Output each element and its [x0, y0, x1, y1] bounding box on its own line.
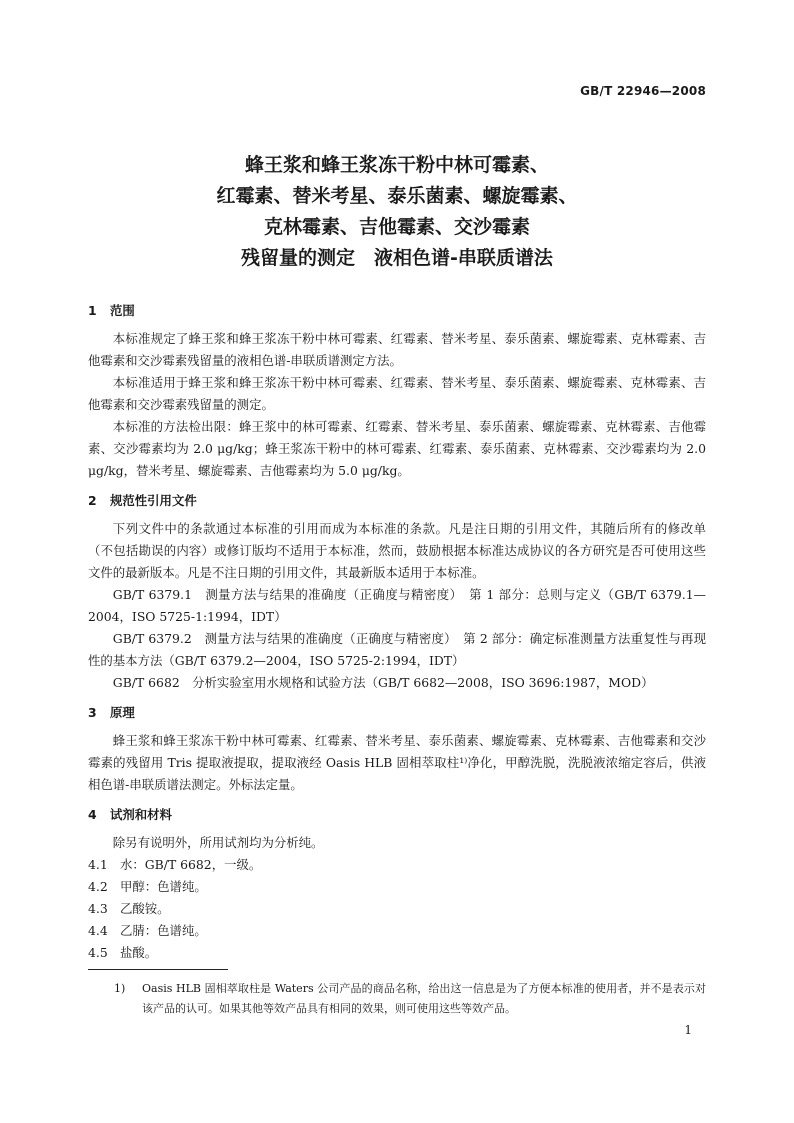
reference-entry: GB/T 6682 分析实验室用水规格和试验方法（GB/T 6682—2008，ISO 3696:1987，MOD）	[112, 675, 654, 690]
list-item	[88, 920, 706, 942]
document-title	[0, 150, 794, 274]
item-text: 甲醇：色谱纯。	[120, 879, 207, 894]
item-text: 水：GB/T 6682，一级。	[120, 857, 262, 872]
list-item	[88, 898, 706, 920]
paragraph: 本标准的方法检出限：蜂王浆中的林可霉素、红霉素、替米考星、泰乐菌素、螺旋霉素、克林霉素、吉他霉素、交沙霉素均为 2.0 μg/kg；蜂王浆冻干粉中的林可霉素、红霉素、泰乐菌素、克林霉素、交沙霉素均为 2.0 μg/kg，替米考星、螺旋霉素、吉他霉素均为 5.0 μg/kg。	[88, 419, 706, 478]
section-title: 试剂和材料	[110, 807, 172, 822]
section-heading-reagents	[88, 804, 706, 826]
page-number: 1	[684, 1023, 692, 1037]
item-text: 乙酸铵。	[120, 901, 170, 916]
section-heading-scope	[88, 300, 706, 322]
list-item	[88, 942, 706, 964]
section-number: 2	[88, 493, 97, 508]
section-number: 4	[88, 807, 97, 822]
standard-code: GB/T 22946—2008	[580, 84, 706, 98]
list-item	[88, 876, 706, 898]
paragraph: 蜂王浆和蜂王浆冻干粉中林可霉素、红霉素、替米考星、泰乐菌素、螺旋霉素、克林霉素、吉他霉素和交沙霉素的残留用 Tris 提取液提取，提取液经 Oasis HLB 固相萃取柱¹⁾净化，甲醇洗脱，洗脱液浓缩定容后，供液相色谱-串联质谱法测定。外标法定量。	[88, 733, 706, 792]
section-title: 规范性引用文件	[110, 493, 197, 508]
item-number: 4.1	[88, 857, 108, 872]
section-heading-normative-references	[88, 490, 706, 512]
item-number: 4.4	[88, 923, 108, 938]
reference-entry: GB/T 6379.2 测量方法与结果的准确度（正确度与精密度） 第 2 部分：确定标准测量方法重复性与再现性的基本方法（GB/T 6379.2—2004，ISO 5725-2:1994，IDT）	[88, 631, 706, 668]
paragraph: 下列文件中的条款通过本标准的引用而成为本标准的条款。凡是注日期的引用文件，其随后所有的修改单（不包括勘误的内容）或修订版均不适用于本标准，然而，鼓励根据本标准达成协议的各方研究是否可使用这些文件的最新版本。凡是不注日期的引用文件，其最新版本适用于本标准。	[88, 521, 706, 580]
section-heading-principle	[88, 702, 706, 724]
section-title: 原理	[110, 705, 135, 720]
list-item	[88, 854, 706, 876]
section-number: 1	[88, 303, 97, 318]
paragraph: 本标准规定了蜂王浆和蜂王浆冻干粉中林可霉素、红霉素、替米考星、泰乐菌素、螺旋霉素、克林霉素、吉他霉素和交沙霉素残留量的液相色谱-串联质谱测定方法。	[88, 331, 706, 368]
title-line: 红霉素、替米考星、泰乐菌素、螺旋霉素、	[216, 185, 578, 207]
item-number: 4.5	[88, 945, 108, 960]
item-number: 4.2	[88, 879, 108, 894]
title-line: 克林霉素、吉他霉素、交沙霉素	[263, 216, 530, 238]
item-text: 乙腈：色谱纯。	[120, 923, 207, 938]
section-number: 3	[88, 705, 97, 720]
footnote	[116, 979, 706, 1019]
reference-entry: GB/T 6379.1 测量方法与结果的准确度（正确度与精密度） 第 1 部分：总则与定义（GB/T 6379.1—2004，ISO 5725-1:1994，IDT）	[88, 587, 706, 624]
footnote-text: Oasis HLB 固相萃取柱是 Waters 公司产品的商品名称，给出这一信息是为了方便本标准的使用者，并不是表示对该产品的认可。如果其他等效产品具有相同的效果，则可使用这些等效产品。	[142, 982, 706, 1015]
footnote-divider	[88, 969, 228, 970]
item-number: 4.3	[88, 901, 108, 916]
item-text: 盐酸。	[120, 945, 158, 960]
paragraph: 本标准适用于蜂王浆和蜂王浆冻干粉中林可霉素、红霉素、替米考星、泰乐菌素、螺旋霉素、克林霉素、吉他霉素和交沙霉素残留量的测定。	[88, 375, 706, 412]
footnote-marker: 1)	[114, 982, 126, 995]
section-title: 范围	[110, 303, 135, 318]
document-body	[88, 300, 706, 964]
title-line: 残留量的测定 液相色谱-串联质谱法	[241, 247, 553, 269]
title-line: 蜂王浆和蜂王浆冻干粉中林可霉素、	[244, 154, 549, 176]
paragraph: 除另有说明外，所用试剂均为分析纯。	[112, 835, 324, 850]
